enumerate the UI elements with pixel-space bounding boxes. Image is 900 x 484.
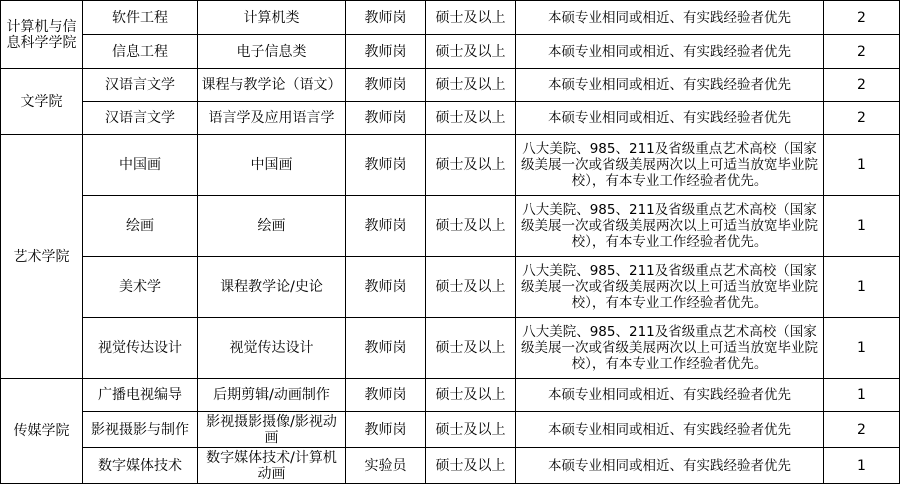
requirement-cell: 本硕专业相同或相近、有实践经验者优先 xyxy=(516,448,824,484)
major-cell: 影视摄影与制作 xyxy=(83,412,198,448)
count-cell: 2 xyxy=(824,35,900,69)
degree-cell: 硕士及以上 xyxy=(426,102,516,135)
table-row xyxy=(1,412,900,448)
post-cell: 教师岗 xyxy=(346,35,426,69)
degree-cell: 硕士及以上 xyxy=(426,35,516,69)
major-cell: 汉语言文学 xyxy=(83,102,198,135)
degree-cell: 硕士及以上 xyxy=(426,412,516,448)
major-cell: 广播电视编导 xyxy=(83,379,198,412)
major-cell: 中国画 xyxy=(83,135,198,196)
requirement-cell: 八大美院、985、211及省级重点艺术高校（国家级美展一次或省级美展两次以上可适当放宽毕业院校），有本专业工作经验者优先。 xyxy=(516,135,824,196)
count-cell: 2 xyxy=(824,69,900,102)
requirement-cell: 八大美院、985、211及省级重点艺术高校（国家级美展一次或省级美展两次以上可适当放宽毕业院校），有本专业工作经验者优先。 xyxy=(516,318,824,379)
category-cell: 计算机类 xyxy=(198,1,346,35)
category-cell: 课程与教学论（语文） xyxy=(198,69,346,102)
post-cell: 教师岗 xyxy=(346,196,426,257)
requirement-cell: 八大美院、985、211及省级重点艺术高校（国家级美展一次或省级美展两次以上可适当放宽毕业院校），有本专业工作经验者优先。 xyxy=(516,196,824,257)
requirement-cell: 本硕专业相同或相近、有实践经验者优先 xyxy=(516,1,824,35)
major-cell: 数字媒体技术 xyxy=(83,448,198,484)
degree-cell: 硕士及以上 xyxy=(426,135,516,196)
requirement-cell: 本硕专业相同或相近、有实践经验者优先 xyxy=(516,412,824,448)
count-cell: 1 xyxy=(824,257,900,318)
category-cell: 数字媒体技术/计算机动画 xyxy=(198,448,346,484)
table-row xyxy=(1,69,900,102)
table-row xyxy=(1,318,900,379)
major-cell: 软件工程 xyxy=(83,1,198,35)
table-row xyxy=(1,379,900,412)
count-cell: 1 xyxy=(824,196,900,257)
category-cell: 后期剪辑/动画制作 xyxy=(198,379,346,412)
college-cell: 传媒学院 xyxy=(1,379,83,484)
college-cell: 艺术学院 xyxy=(1,135,83,379)
major-cell: 视觉传达设计 xyxy=(83,318,198,379)
degree-cell: 硕士及以上 xyxy=(426,257,516,318)
requirement-cell: 本硕专业相同或相近、有实践经验者优先 xyxy=(516,35,824,69)
table-row xyxy=(1,1,900,35)
degree-cell: 硕士及以上 xyxy=(426,448,516,484)
count-cell: 1 xyxy=(824,135,900,196)
category-cell: 绘画 xyxy=(198,196,346,257)
post-cell: 教师岗 xyxy=(346,257,426,318)
degree-cell: 硕士及以上 xyxy=(426,196,516,257)
degree-cell: 硕士及以上 xyxy=(426,379,516,412)
post-cell: 教师岗 xyxy=(346,318,426,379)
college-cell: 计算机与信息科学学院 xyxy=(1,1,83,69)
post-cell: 教师岗 xyxy=(346,412,426,448)
count-cell: 2 xyxy=(824,1,900,35)
count-cell: 2 xyxy=(824,102,900,135)
post-cell: 教师岗 xyxy=(346,69,426,102)
post-cell: 教师岗 xyxy=(346,102,426,135)
college-cell: 文学院 xyxy=(1,69,83,135)
category-cell: 语言学及应用语言学 xyxy=(198,102,346,135)
requirement-cell: 本硕专业相同或相近、有实践经验者优先 xyxy=(516,379,824,412)
post-cell: 教师岗 xyxy=(346,1,426,35)
table-row xyxy=(1,102,900,135)
count-cell: 1 xyxy=(824,318,900,379)
category-cell: 中国画 xyxy=(198,135,346,196)
requirement-cell: 八大美院、985、211及省级重点艺术高校（国家级美展一次或省级美展两次以上可适当放宽毕业院校），有本专业工作经验者优先。 xyxy=(516,257,824,318)
major-cell: 汉语言文学 xyxy=(83,69,198,102)
count-cell: 1 xyxy=(824,448,900,484)
table-row xyxy=(1,196,900,257)
requirement-cell: 本硕专业相同或相近、有实践经验者优先 xyxy=(516,69,824,102)
table-row xyxy=(1,257,900,318)
table-row xyxy=(1,135,900,196)
post-cell: 教师岗 xyxy=(346,135,426,196)
major-cell: 美术学 xyxy=(83,257,198,318)
count-cell: 1 xyxy=(824,379,900,412)
requirement-cell: 本硕专业相同或相近、有实践经验者优先 xyxy=(516,102,824,135)
category-cell: 影视摄影摄像/影视动画 xyxy=(198,412,346,448)
table-row xyxy=(1,35,900,69)
degree-cell: 硕士及以上 xyxy=(426,1,516,35)
table-row xyxy=(1,448,900,484)
major-cell: 信息工程 xyxy=(83,35,198,69)
category-cell: 电子信息类 xyxy=(198,35,346,69)
post-cell: 教师岗 xyxy=(346,379,426,412)
post-cell: 实验员 xyxy=(346,448,426,484)
count-cell: 2 xyxy=(824,412,900,448)
category-cell: 课程教学论/史论 xyxy=(198,257,346,318)
degree-cell: 硕士及以上 xyxy=(426,318,516,379)
degree-cell: 硕士及以上 xyxy=(426,69,516,102)
category-cell: 视觉传达设计 xyxy=(198,318,346,379)
major-cell: 绘画 xyxy=(83,196,198,257)
